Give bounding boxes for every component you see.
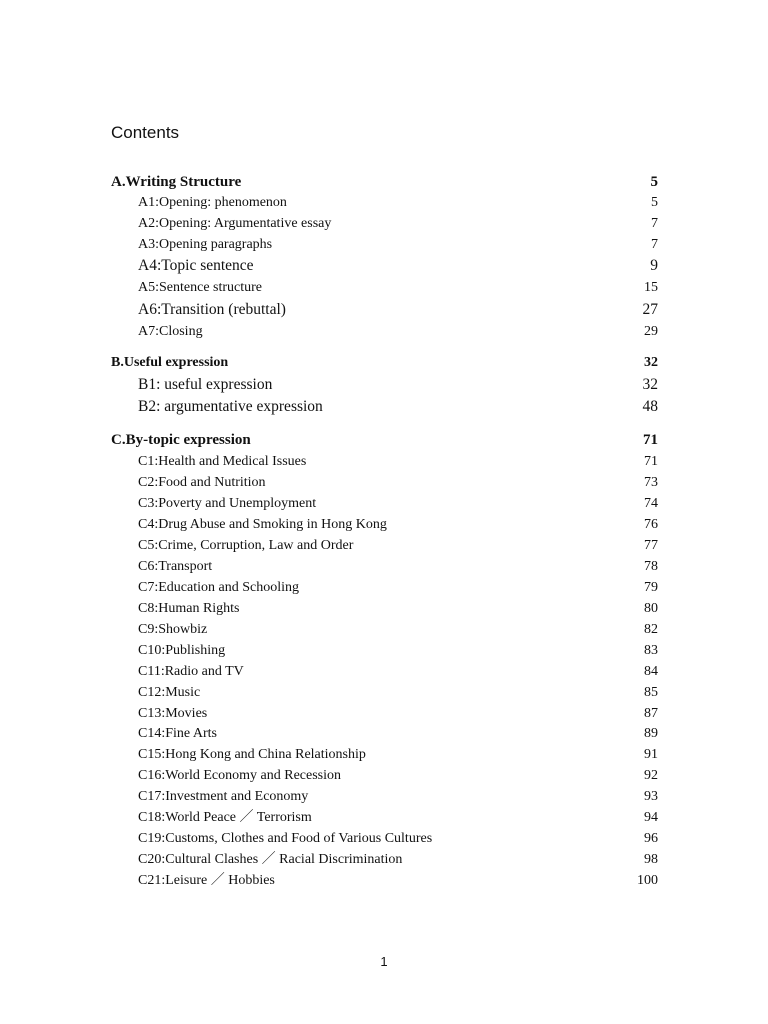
toc-entry-label: C20:Cultural Clashes ／ Racial Discrimination <box>138 852 403 867</box>
toc-entry-label: C9:Showbiz <box>138 622 208 637</box>
toc-entry-label: B.Useful expression <box>111 355 229 370</box>
toc-entry-label: C4:Drug Abuse and Smoking in Hong Kong <box>138 517 387 532</box>
toc-entry-page: 32 <box>642 376 658 393</box>
toc-item <box>111 300 658 320</box>
toc-entry-page: 71 <box>643 432 658 448</box>
toc-entry-label: B1: useful expression <box>138 376 273 393</box>
toc-item <box>111 256 658 276</box>
toc-item <box>111 871 658 891</box>
toc-entry-page: 85 <box>644 685 658 700</box>
toc-entry-page: 89 <box>644 726 658 741</box>
toc-entry-label: A.Writing Structure <box>111 174 242 190</box>
toc-entry-page: 92 <box>644 768 658 783</box>
toc-entry-label: C13:Movies <box>138 706 208 721</box>
toc-item <box>111 235 658 255</box>
toc-item <box>111 808 658 828</box>
toc-entry-label: C21:Leisure ／ Hobbies <box>138 873 275 888</box>
toc-entry-page: 32 <box>644 355 658 370</box>
toc-entry-page: 5 <box>651 195 658 210</box>
toc-entry-label: C17:Investment and Economy <box>138 789 309 804</box>
toc-entry-page: 7 <box>651 216 658 231</box>
toc-entry-page: 93 <box>644 789 658 804</box>
toc-entry-label: B2: argumentative expression <box>138 398 323 415</box>
toc-item <box>111 473 658 493</box>
toc-entry-label: C19:Customs, Clothes and Food of Various Cultures <box>138 831 433 846</box>
toc-entry-label: A2:Opening: Argumentative essay <box>138 216 332 231</box>
toc-entry-page: 7 <box>651 237 658 252</box>
toc-item <box>111 766 658 786</box>
toc-entry-page: 48 <box>642 398 658 415</box>
toc-entry-page: 29 <box>644 324 658 339</box>
toc-entry-page: 9 <box>650 257 658 274</box>
toc-entry-page: 87 <box>644 706 658 721</box>
toc-item <box>111 214 658 234</box>
toc-entry-label: A7:Closing <box>138 324 203 339</box>
toc-entry-page: 91 <box>644 747 658 762</box>
toc-item <box>111 557 658 577</box>
toc-entry-page: 5 <box>650 174 658 190</box>
toc-entry-page: 80 <box>644 601 658 616</box>
toc-entry-label: A1:Opening: phenomenon <box>138 195 287 210</box>
toc-item <box>111 641 658 661</box>
toc-entry-page: 98 <box>644 852 658 867</box>
toc-entry-page: 73 <box>644 475 658 490</box>
toc-item <box>111 193 658 213</box>
page-title: Contents <box>111 123 180 142</box>
toc-entry-page: 79 <box>644 580 658 595</box>
toc-entry-label: A6:Transition (rebuttal) <box>138 301 286 318</box>
toc-entry-label: A3:Opening paragraphs <box>138 237 273 252</box>
toc-item <box>111 724 658 744</box>
toc-entry-label: C5:Crime, Corruption, Law and Order <box>138 538 354 553</box>
toc-item <box>111 536 658 556</box>
page-number: 1 <box>380 954 388 969</box>
toc-entry-label: C16:World Economy and Recession <box>138 768 342 783</box>
toc-item <box>111 704 658 724</box>
toc-entry-page: 15 <box>644 280 658 295</box>
toc-entry-page: 71 <box>644 454 658 469</box>
toc-item <box>111 683 658 703</box>
toc-entry-label: C15:Hong Kong and China Relationship <box>138 747 366 762</box>
toc-item <box>111 278 658 298</box>
toc-entry-label: C2:Food and Nutrition <box>138 475 266 490</box>
toc-entry-label: C7:Education and Schooling <box>138 580 299 595</box>
toc-entry-label: C6:Transport <box>138 559 213 574</box>
toc-entry-label: C18:World Peace ／ Terrorism <box>138 810 312 825</box>
toc-entry-label: C12:Music <box>138 685 201 700</box>
toc-entry-label: C.By-topic expression <box>111 432 251 448</box>
toc-entry-page: 74 <box>644 496 658 511</box>
toc-item <box>111 452 658 472</box>
toc-entry-page: 83 <box>644 643 658 658</box>
toc-entry-label: C8:Human Rights <box>138 601 240 616</box>
toc-item <box>111 599 658 619</box>
toc-entry-label: C1:Health and Medical Issues <box>138 454 307 469</box>
toc-item <box>111 662 658 682</box>
toc-item <box>111 850 658 870</box>
toc-item <box>111 787 658 807</box>
toc-entry-page: 78 <box>644 559 658 574</box>
toc-item <box>111 745 658 765</box>
toc-entry-page: 77 <box>644 538 658 553</box>
toc-entry-page: 96 <box>644 831 658 846</box>
toc-entry-page: 27 <box>642 301 658 318</box>
toc-item <box>111 829 658 849</box>
toc-item <box>111 375 658 395</box>
toc-entry-label: A4:Topic sentence <box>138 257 254 274</box>
toc-entry-page: 94 <box>644 810 658 825</box>
toc-entry-label: C11:Radio and TV <box>138 664 244 679</box>
toc-entry-label: C3:Poverty and Unemployment <box>138 496 317 511</box>
toc-entry-page: 100 <box>637 873 658 888</box>
toc-section <box>111 353 658 373</box>
toc-entry-label: C14:Fine Arts <box>138 726 217 741</box>
toc-item <box>111 620 658 640</box>
toc-entry-label: A5:Sentence structure <box>138 280 263 295</box>
toc-item <box>111 494 658 514</box>
toc-section <box>111 172 658 192</box>
toc-entry-label: C10:Publishing <box>138 643 226 658</box>
toc-entry-page: 84 <box>644 664 658 679</box>
toc-item <box>111 397 658 417</box>
toc-entry-page: 82 <box>644 622 658 637</box>
toc-item <box>111 578 658 598</box>
toc-item <box>111 322 658 342</box>
toc-entry-page: 76 <box>644 517 658 532</box>
toc-item <box>111 515 658 535</box>
toc-section <box>111 430 658 450</box>
